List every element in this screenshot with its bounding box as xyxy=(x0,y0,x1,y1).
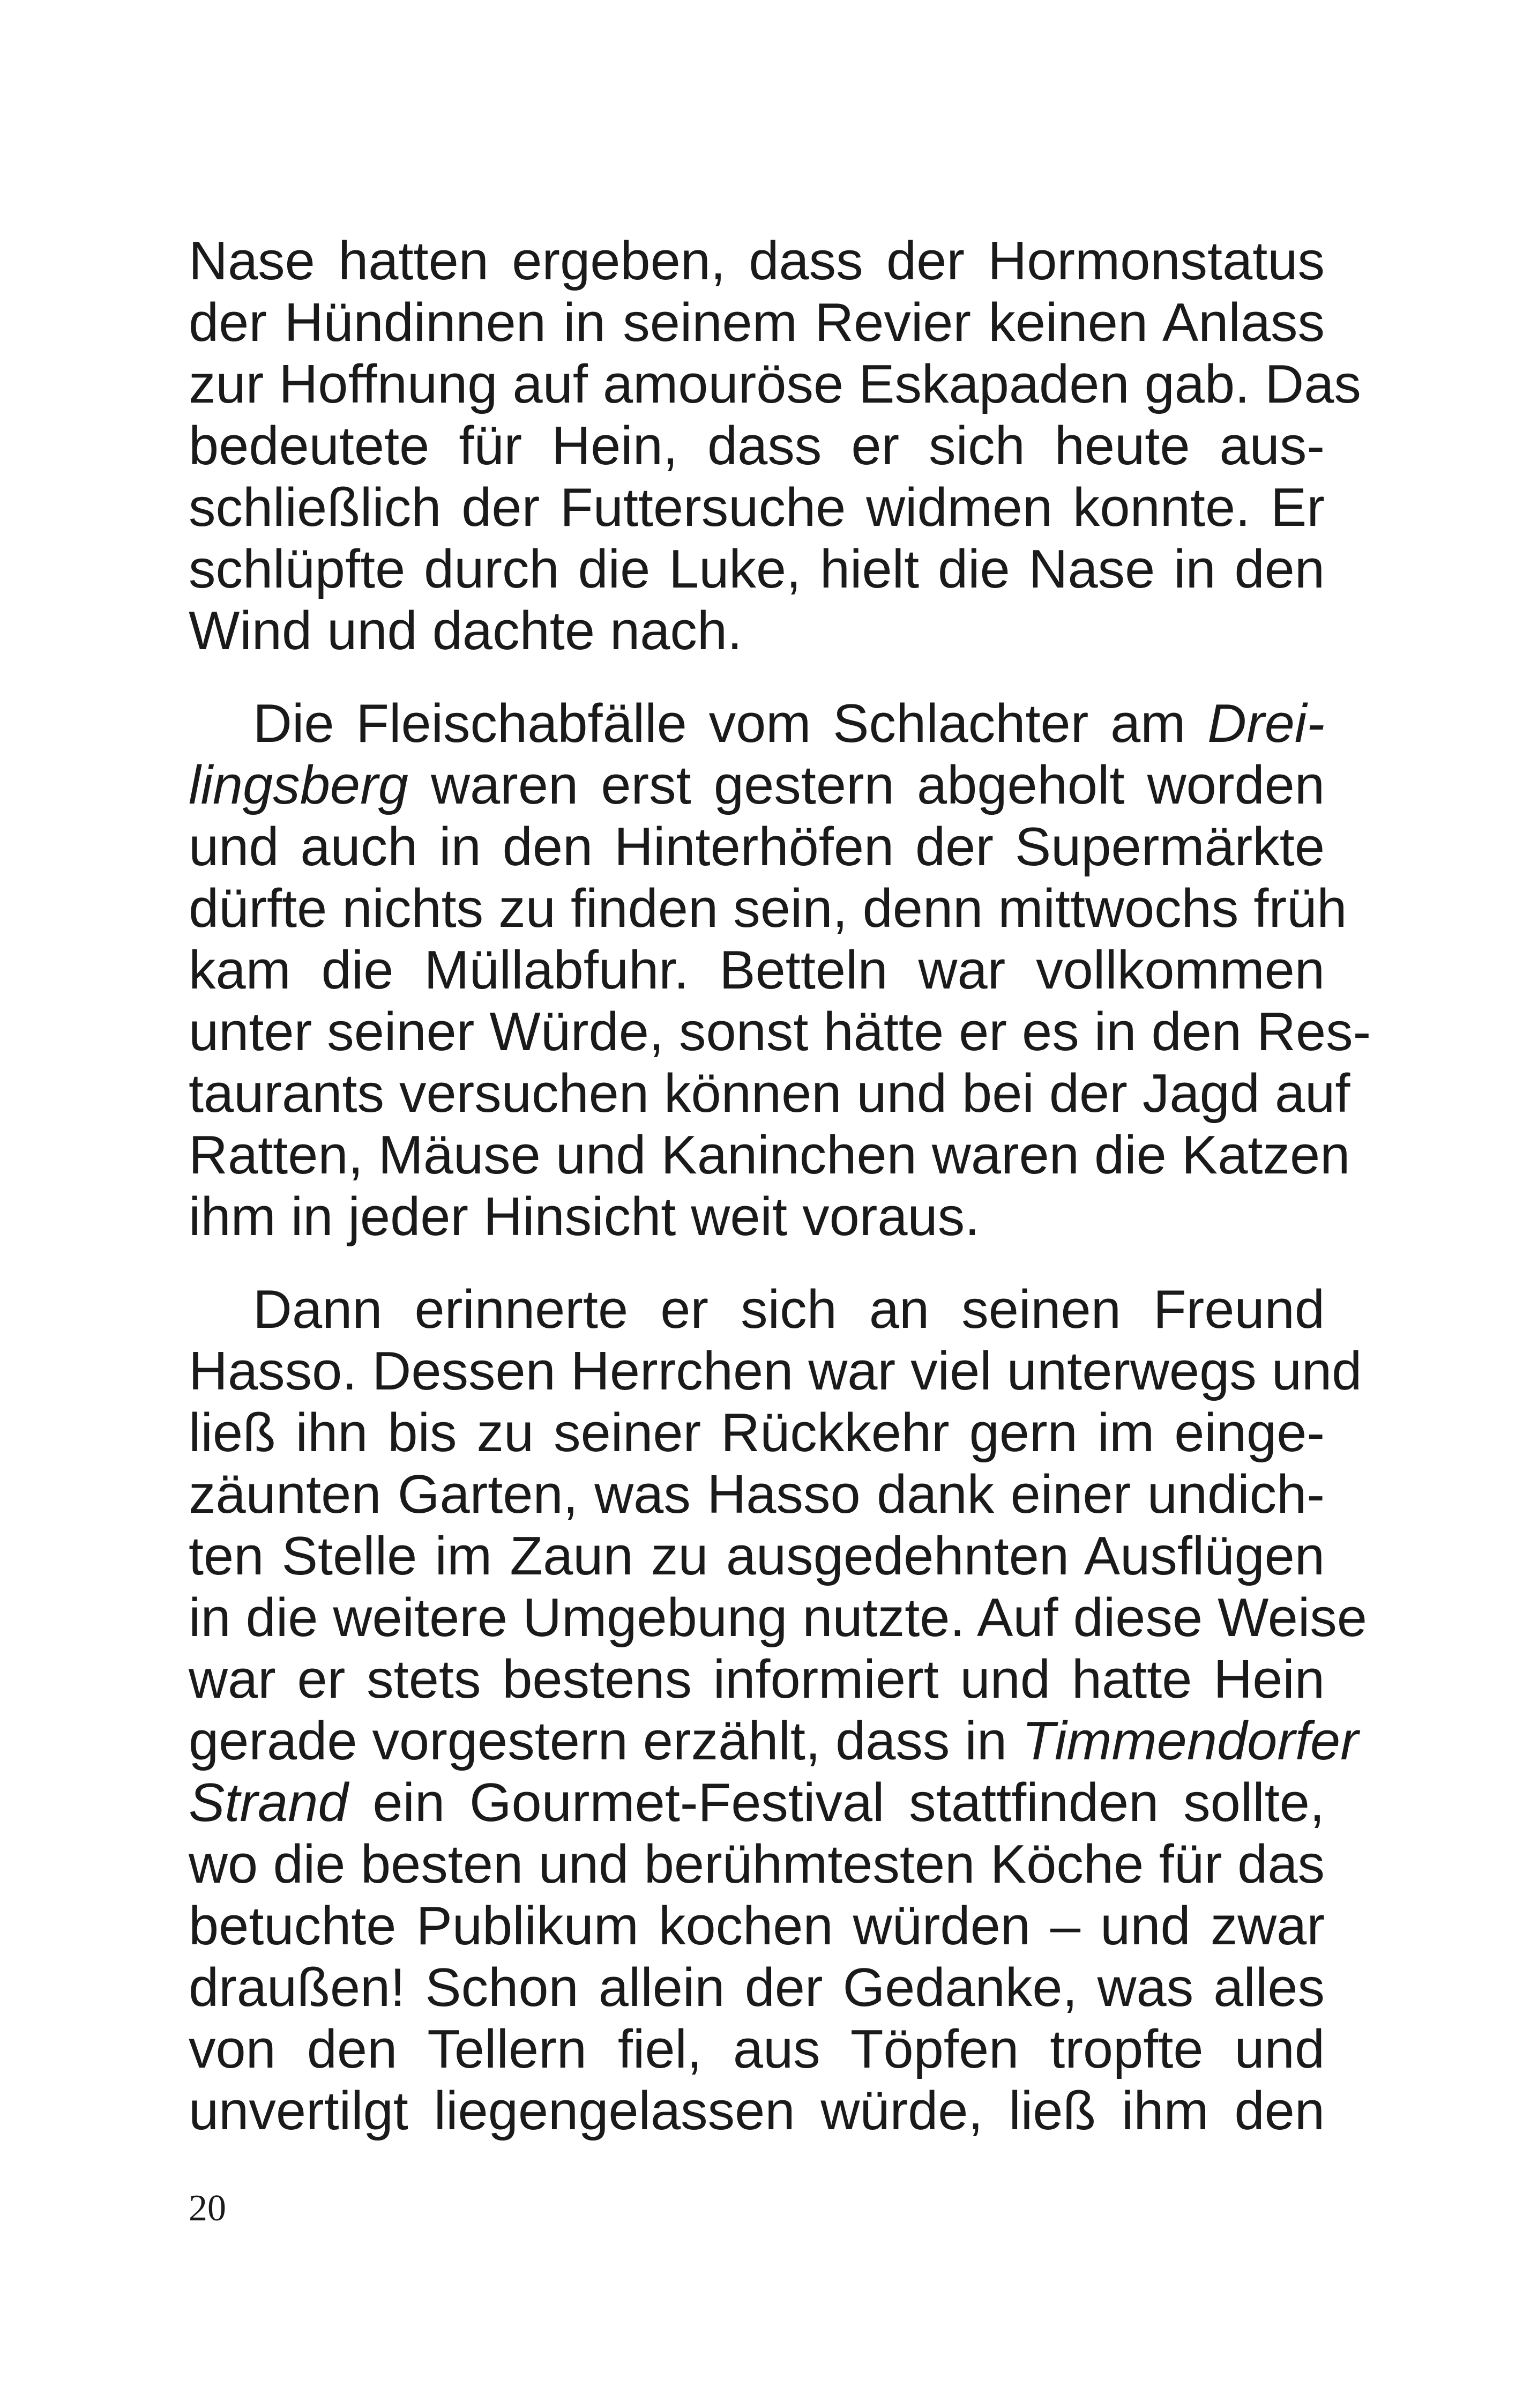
text-line: der Hündinnen in seinem Revier keinen Anlass xyxy=(189,293,1325,353)
text-line: und auch in den Hinterhöfen der Supermärkte xyxy=(189,817,1325,877)
text-line: draußen! Schon allein der Gedanke, was alles xyxy=(189,1958,1325,2018)
text-line: betuchte Publikum kochen würden – und zwar xyxy=(189,1896,1325,1956)
text-line: ihm in jeder Hinsicht weit voraus. xyxy=(189,1187,980,1247)
text-line: Dann erinnerte er sich an seinen Freund xyxy=(253,1280,1325,1340)
text-line: taurants versuchen können und bei der Jagd auf xyxy=(189,1064,1350,1124)
text-line: ten Stelle im Zaun zu ausgedehnten Ausflügen xyxy=(189,1526,1325,1586)
text-line: zäunten Garten, was Hasso dank einer undich- xyxy=(189,1465,1325,1525)
text-line: Wind und dachte nach. xyxy=(189,601,743,661)
text-line: dürfte nichts zu finden sein, denn mittwochs früh xyxy=(189,879,1347,939)
text-line: war er stets bestens informiert und hatte Hein xyxy=(189,1649,1325,1710)
text-line: Die Fleischabfälle vom Schlachter am Drei- xyxy=(253,694,1325,754)
text-line: schlüpfte durch die Luke, hielt die Nase in den xyxy=(189,539,1325,599)
text-line: kam die Müllabfuhr. Betteln war vollkommen xyxy=(189,940,1325,1000)
paragraph-spacer xyxy=(189,662,1325,693)
text-line: Hasso. Dessen Herrchen war viel unterwegs und xyxy=(189,1341,1362,1401)
text-line: Nase hatten ergeben, dass der Hormonstatus xyxy=(189,231,1325,291)
text-line: lingsberg waren erst gestern abgeholt worden xyxy=(189,755,1325,815)
place-name: lingsberg xyxy=(189,755,408,815)
text-line: unter seiner Würde, sonst hätte er es in den Res- xyxy=(189,1002,1371,1062)
text-line: bedeutete für Hein, dass er sich heute aus- xyxy=(189,416,1325,476)
text-line: in die weitere Umgebung nutzte. Auf diese Weise xyxy=(189,1588,1367,1648)
place-name: Strand xyxy=(189,1773,348,1833)
text-line: wo die besten und berühmtesten Köche für das xyxy=(189,1834,1325,1894)
body-text xyxy=(189,231,1371,2142)
text-line: von den Tellern fiel, aus Töpfen tropfte und xyxy=(189,2019,1325,2079)
text-line: unvertilgt liegengelassen würde, ließ ihm den xyxy=(189,2081,1325,2141)
place-name: Timmendorfer xyxy=(1022,1711,1358,1771)
text-line: zur Hoffnung auf amouröse Eskapaden gab. Das xyxy=(189,354,1361,414)
text-line: Strand ein Gourmet-Festival stattfinden sollte, xyxy=(189,1773,1325,1833)
paragraph-spacer xyxy=(189,1248,1325,1279)
text-line: Ratten, Mäuse und Kaninchen waren die Katzen xyxy=(189,1125,1350,1185)
text-line: gerade vorgestern erzählt, dass in Timmendorfer xyxy=(189,1711,1358,1771)
place-name: Drei- xyxy=(1207,694,1325,754)
page-number: 20 xyxy=(189,2188,226,2229)
text-line: schließlich der Futtersuche widmen konnte. Er xyxy=(189,478,1325,538)
text-line: ließ ihn bis zu seiner Rückkehr gern im einge- xyxy=(189,1403,1325,1463)
